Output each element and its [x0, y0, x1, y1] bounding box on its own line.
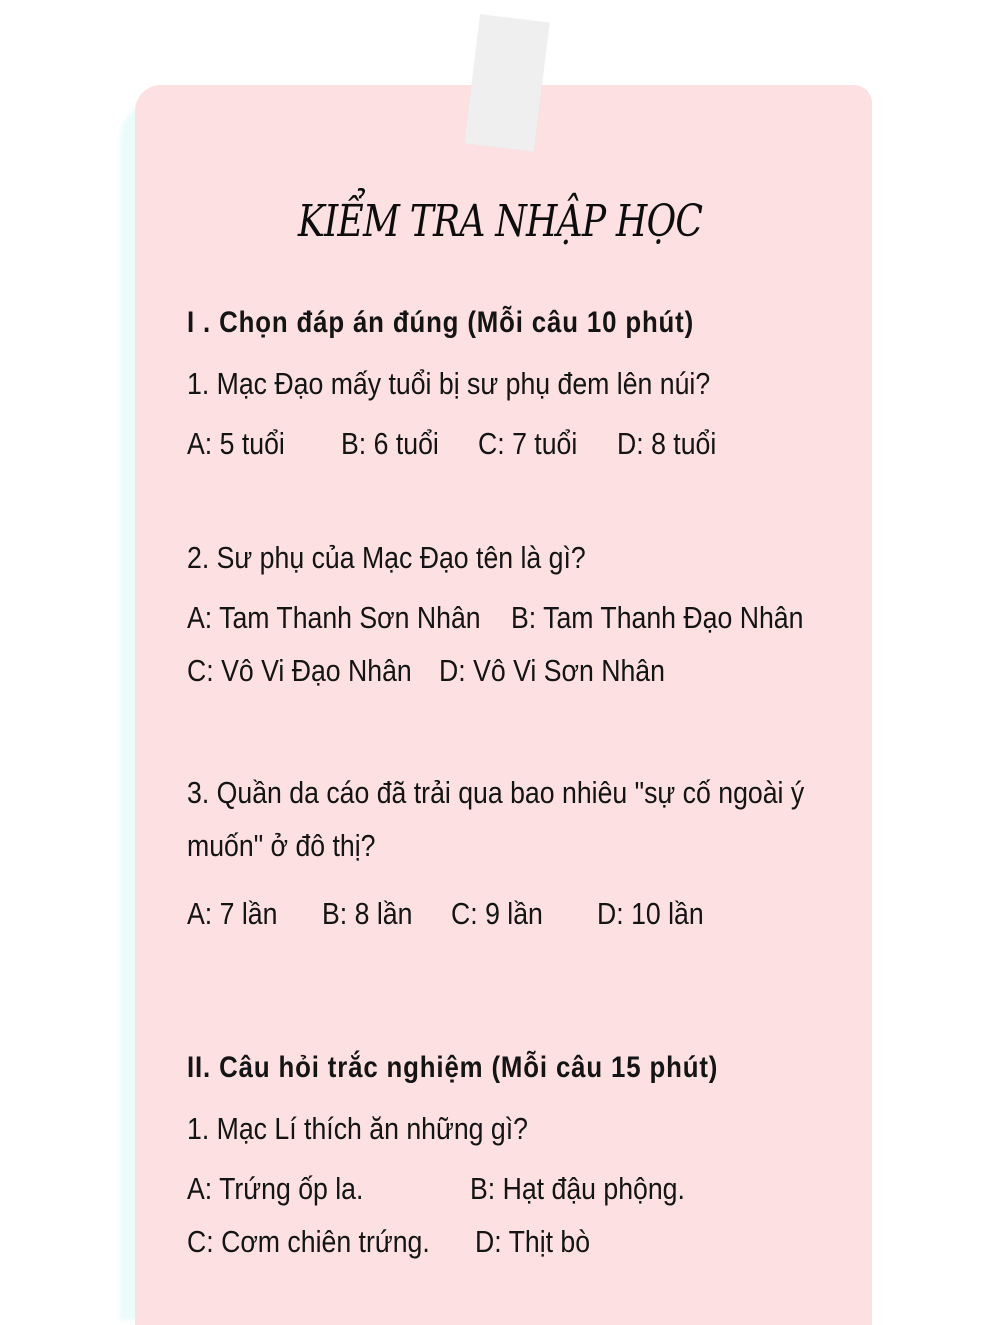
- option-1-3-a: A: 7 lần: [187, 896, 278, 931]
- option-1-2-d: D: Vô Vi Sơn Nhân: [439, 653, 665, 688]
- option-1-2-a: A: Tam Thanh Sơn Nhân: [187, 600, 481, 635]
- option-1-1-c: C: 7 tuổi: [478, 426, 578, 461]
- question-2-1: 1. Mạc Lí thích ăn những gì?: [187, 1111, 528, 1146]
- option-2-1-d: D: Thịt bò: [475, 1224, 591, 1259]
- page-title: KIỂM TRA NHẬP HỌC: [297, 196, 703, 247]
- question-1-3-line2: muốn" ở đô thị?: [187, 828, 376, 863]
- question-1-2: 2. Sư phụ của Mạc Đạo tên là gì?: [187, 540, 586, 575]
- option-2-1-b: B: Hạt đậu phộng.: [470, 1171, 685, 1206]
- option-1-2-b: B: Tam Thanh Đạo Nhân: [511, 600, 804, 635]
- option-1-2-c: C: Vô Vi Đạo Nhân: [187, 653, 412, 688]
- option-2-1-c: C: Cơm chiên trứng.: [187, 1224, 430, 1259]
- section1-heading: I . Chọn đáp án đúng (Mỗi câu 10 phút): [187, 306, 695, 339]
- option-1-1-d: D: 8 tuổi: [617, 426, 717, 461]
- option-1-3-d: D: 10 lần: [597, 896, 704, 931]
- option-1-1-b: B: 6 tuổi: [341, 426, 439, 461]
- option-2-1-a: A: Trứng ốp la.: [187, 1171, 364, 1206]
- question-1-3-line1: 3. Quần da cáo đã trải qua bao nhiêu "sự cố ngoài ý: [187, 775, 805, 810]
- question-1-1: 1. Mạc Đạo mấy tuổi bị sư phụ đem lên núi?: [187, 366, 711, 401]
- option-1-1-a: A: 5 tuổi: [187, 426, 285, 461]
- section2-heading: II. Câu hỏi trắc nghiệm (Mỗi câu 15 phút): [187, 1051, 719, 1084]
- option-1-3-c: C: 9 lần: [451, 896, 543, 931]
- option-1-3-b: B: 8 lần: [322, 896, 413, 931]
